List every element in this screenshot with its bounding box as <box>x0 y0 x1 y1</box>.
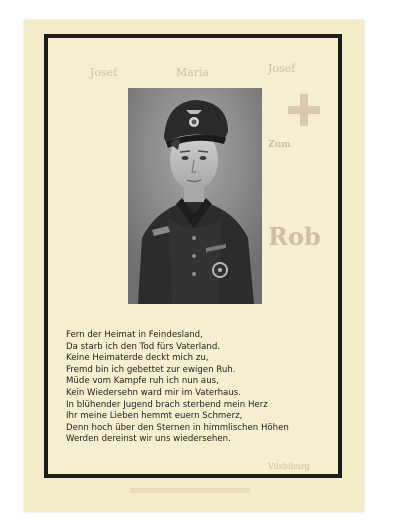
bleed-name-3: Josef <box>268 62 296 75</box>
bleed-name-large: Rob <box>268 222 321 251</box>
poem-line-7: In blühender Jugend brach sterbend mein Herz <box>66 399 268 410</box>
soldier-portrait-photo <box>128 88 262 304</box>
poem-line-10: Werden dereinst wir uns wiedersehen. <box>66 434 231 445</box>
poem-line-6: Kein Wiedersehn ward mir im Vaterhaus. <box>66 387 241 398</box>
poem-line-8: Ihr meine Lieben hemmt euern Schmerz, <box>66 411 243 422</box>
bleed-heading: Zum <box>268 140 291 150</box>
poem-line-4: Fremd bin ich gebettet zur ewigen Ruh. <box>66 364 236 375</box>
bleed-name-1: Josef <box>90 66 118 79</box>
faded-footer-mark <box>130 488 250 493</box>
poem-line-3: Keine Heimaterde deckt mich zu, <box>66 353 209 364</box>
poem-line-2: Da starb ich den Tod fürs Vaterland. <box>66 341 221 352</box>
poem-line-1: Fern der Heimat in Feindesland, <box>66 330 203 340</box>
iron-cross-icon <box>288 94 320 126</box>
bleed-name-2: Maria <box>176 66 210 79</box>
soldier-portrait-icon <box>128 88 262 304</box>
bleed-place: Vilsbiburg <box>268 462 310 471</box>
poem-line-5: Müde vom Kampfe ruh ich nun aus, <box>66 376 219 387</box>
memorial-poem <box>66 330 336 446</box>
poem-line-9: Denn hoch über den Sternen in himmlischen Höhen <box>66 422 289 433</box>
